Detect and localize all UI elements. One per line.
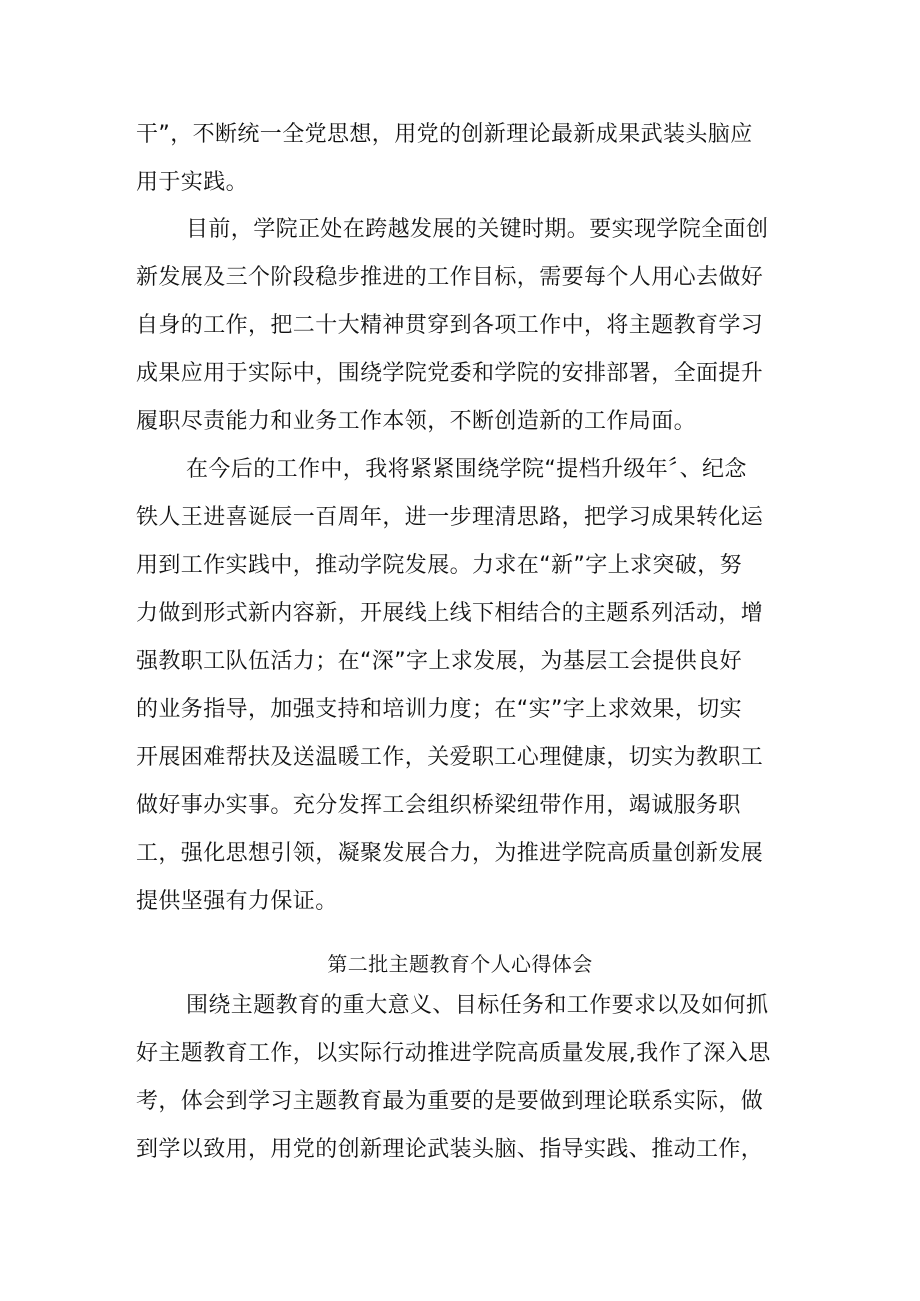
text-line: 考，体会到学习主题教育最为重要的是要做到理论联系实际，做 [136,1089,764,1114]
text-line: 强教职工队伍活力；在“深”字上求发展，为基层工会提供良好 [136,649,742,674]
text-line: 到学以致用，用党的创新理论武装头脑、指导实践、推动工作， [136,1137,764,1162]
text-line: 用于实践。 [136,170,249,195]
paragraph-first-line: 在今后的工作中，我将紧紧围绕学院“提档升级年〞、纪念 [186,457,747,482]
text-line: 的业务指导，加强支持和培训力度；在“实”字上求效果，切实 [136,697,742,722]
text-line: 新发展及三个阶段稳步推进的工作目标，需要每个人用心去做好 [136,265,764,290]
text-line: 工，强化思想引领，凝聚发展合力，为推进学院高质量创新发展 [136,841,764,866]
paragraph-first-line: 目前，学院正处在跨越发展的关键时期。要实现学院全面创 [186,217,769,242]
text-line: 履职尽责能力和业务工作本领，不断创造新的工作局面。 [136,409,697,434]
text-line: 提供坚强有力保证。 [136,889,338,914]
text-line: 做好事办实事。充分发挥工会组织桥梁纽带作用，竭诚服务职 [136,793,741,818]
text-line: 用到工作实践中，推动学院发展。力求在“新”字上求突破，努 [136,553,742,578]
text-line: 力做到形式新内容新，开展线上线下相结合的主题系列活动，增 [136,601,764,626]
text-line: 开展困难帮扶及送温暖工作，关爱职工心理健康，切实为教职工 [136,745,764,770]
paragraph-first-line: 围绕主题教育的重大意义、目标任务和工作要求以及如何抓 [186,993,769,1018]
text-line: 好主题教育工作，以实际行动推进学院高质量发展,我作了深入思 [136,1041,771,1066]
text-line: 干”，不断统一全党思想，用党的创新理论最新成果武装头脑应 [136,122,753,147]
text-line: 自身的工作，把二十大精神贯穿到各项工作中，将主题教育学习 [136,313,764,338]
section-heading: 第二批主题教育个人心得体会 [327,952,593,976]
text-line: 成果应用于实际中，围绕学院党委和学院的安排部署，全面提升 [136,361,764,386]
text-line: 铁人王进喜诞辰一百周年，进一步理清思路，把学习成果转化运 [136,505,764,530]
